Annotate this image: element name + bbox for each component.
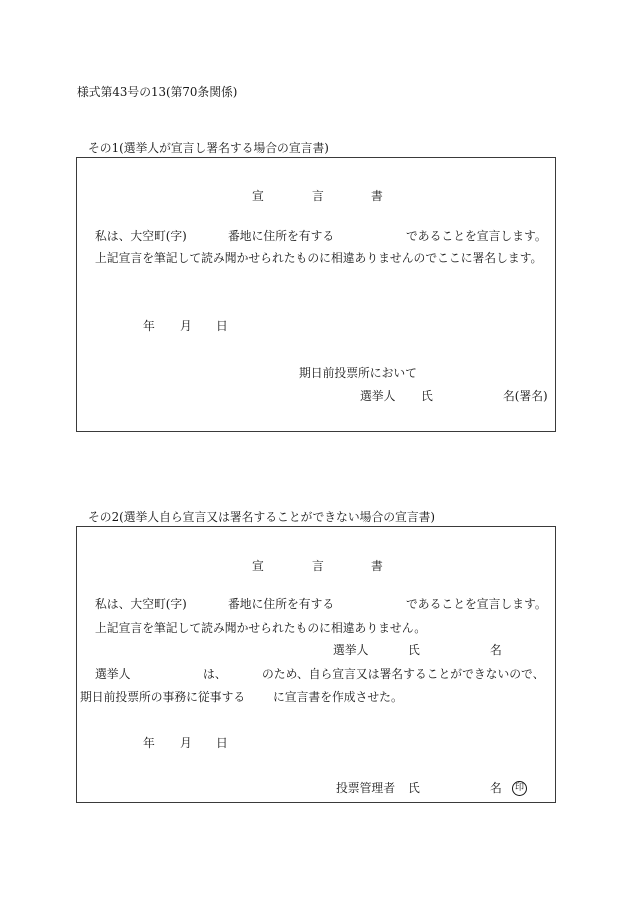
section2-line1-declaration: であることを宣言します。 bbox=[406, 597, 547, 611]
section2-manager-surname-label: 氏 bbox=[408, 781, 420, 795]
section2-heading: その2(選挙人自ら宣言又は署名することができない場合の宣言書) bbox=[88, 510, 436, 524]
section1-line1-address-prefix: 私は、大空町(字) bbox=[95, 229, 187, 243]
section2-line4-staff: 期日前投票所の事務に従事する bbox=[80, 690, 246, 704]
section1-signature-role: 選挙人 bbox=[360, 389, 396, 403]
section2-elector-name-label: 名 bbox=[490, 643, 502, 657]
section1-title-char-3: 書 bbox=[371, 189, 383, 203]
section1-line1-declaration: であることを宣言します。 bbox=[406, 229, 547, 243]
section2-title-char-3: 書 bbox=[371, 559, 383, 573]
section2-date-year: 年 bbox=[143, 736, 155, 750]
section2-line3-particle: は、 bbox=[203, 667, 227, 681]
section2-manager-role: 投票管理者 bbox=[336, 781, 395, 795]
section2-manager-name-label: 名 bbox=[490, 781, 502, 795]
section2-line3-elector: 選挙人 bbox=[95, 667, 131, 681]
section1-date-year: 年 bbox=[143, 319, 155, 333]
section2-title-char-1: 宣 bbox=[252, 559, 264, 573]
section2-line4-prepared: に宣言書を作成させた。 bbox=[273, 690, 403, 704]
section2-line3-reason: のため、自ら宣言又は署名することができないので、 bbox=[262, 667, 545, 681]
section1-line1-residence: 番地に住所を有する bbox=[228, 229, 335, 243]
section2-date-month: 月 bbox=[180, 736, 192, 750]
section1-date-month: 月 bbox=[180, 319, 192, 333]
section2-elector-surname-label: 氏 bbox=[408, 643, 420, 657]
section2-line1-residence: 番地に住所を有する bbox=[228, 597, 335, 611]
section1-heading: その1(選挙人が宣言し署名する場合の宣言書) bbox=[88, 141, 329, 155]
section1-line2-confirmation: 上記宣言を筆記して読み聞かせられたものに相違ありませんのでここに署名します。 bbox=[95, 251, 543, 265]
section1-title-char-2: 言 bbox=[312, 189, 324, 203]
section2-date-day: 日 bbox=[216, 736, 228, 750]
seal-mark: 印 bbox=[512, 781, 527, 796]
form-number: 様式第43号の13(第70条関係) bbox=[77, 85, 238, 99]
section2-line2-confirmation: 上記宣言を筆記して読み聞かせられたものに相違ありません。 bbox=[95, 621, 427, 635]
section2-title-char-2: 言 bbox=[312, 559, 324, 573]
section1-signature-name-label: 名(署名) bbox=[503, 389, 548, 403]
section1-title-char-1: 宣 bbox=[252, 189, 264, 203]
section2-line1-address-prefix: 私は、大空町(字) bbox=[95, 597, 187, 611]
section1-signature-surname-label: 氏 bbox=[421, 389, 433, 403]
section2-elector-role: 選挙人 bbox=[333, 643, 369, 657]
section1-place: 期日前投票所において bbox=[299, 366, 417, 380]
section1-date-day: 日 bbox=[216, 319, 228, 333]
